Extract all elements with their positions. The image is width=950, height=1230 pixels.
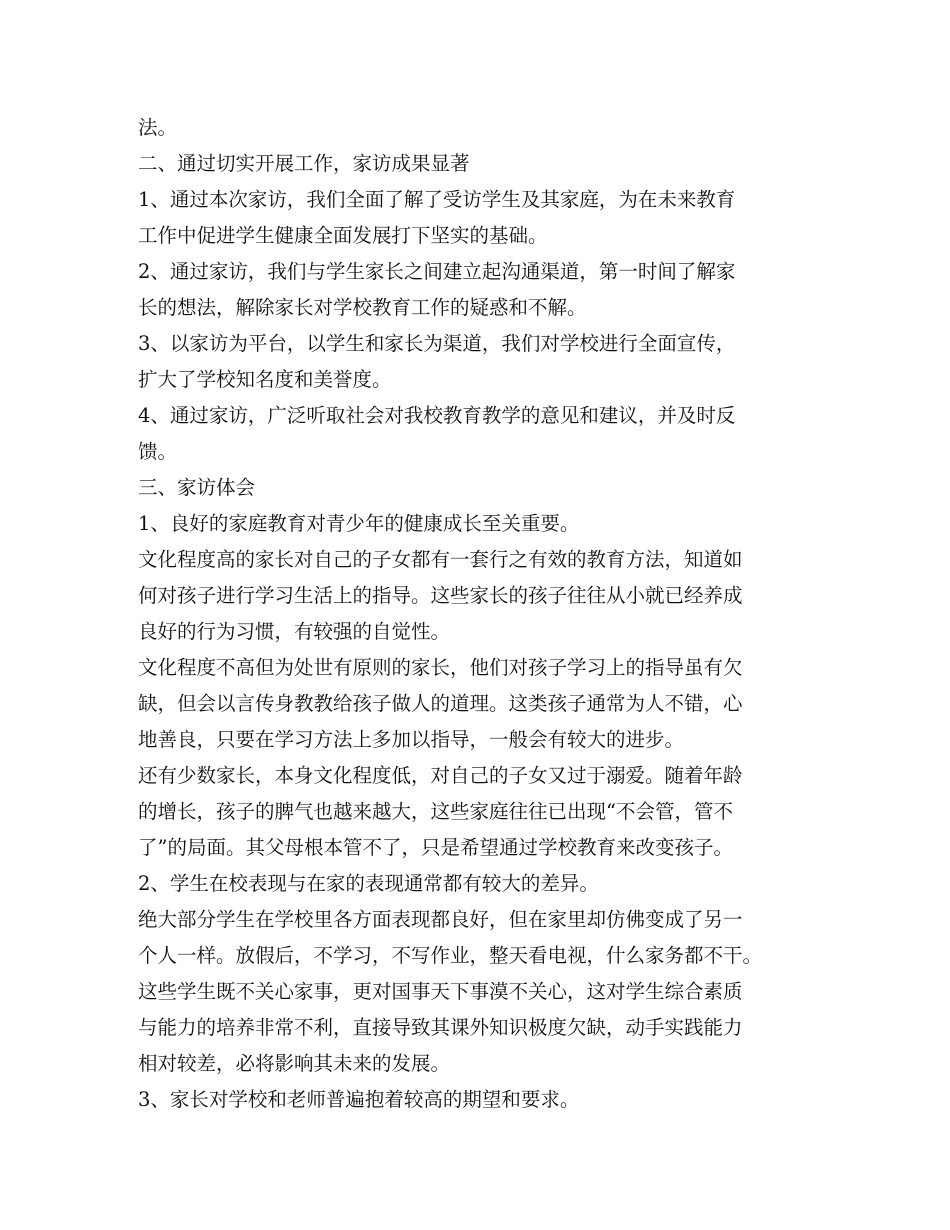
text-line: 法。 — [138, 116, 178, 139]
text-line: 绝大部分学生在学校里各方面表现都良好，但在家里却仿佛变成了另一 — [138, 908, 743, 931]
text-line: 缺，但会以言传身教教给孩子做人的道理。这类孩子通常为人不错，心 — [138, 692, 743, 715]
text-line: 3、家长对学校和老师普遍抱着较高的期望和要求。 — [138, 1088, 580, 1111]
body-text — [138, 110, 828, 1118]
text-line: 1、良好的家庭教育对青少年的健康成长至关重要。 — [138, 512, 580, 535]
text-line: 个人一样。放假后，不学习，不写作业，整天看电视，什么家务都不干。 — [138, 944, 763, 967]
text-line: 地善良，只要在学习方法上多加以指导，一般会有较大的进步。 — [138, 728, 685, 751]
text-line: 文化程度不高但为处世有原则的家长，他们对孩子学习上的指导虽有欠 — [138, 656, 743, 679]
text-line: 2、通过家访，我们与学生家长之间建立起沟通渠道，第一时间了解家 — [138, 260, 736, 283]
text-line: 这些学生既不关心家事，更对国事天下事漠不关心，这对学生综合素质 — [138, 980, 743, 1003]
text-line: 馈。 — [138, 440, 178, 463]
text-line: 的增长，孩子的脾气也越来越大，这些家庭往往已出现“不会管，管不 — [138, 800, 733, 823]
text-line: 与能力的培养非常不利，直接导致其课外知识极度欠缺，动手实践能力 — [138, 1016, 743, 1039]
text-line: 1、通过本次家访，我们全面了解了受访学生及其家庭，为在未来教育 — [138, 188, 736, 211]
text-line: 3、以家访为平台，以学生和家长为渠道，我们对学校进行全面宣传， — [138, 332, 736, 355]
text-line: 还有少数家长，本身文化程度低，对自己的子女又过于溺爱。随着年龄 — [138, 764, 743, 787]
text-line: 长的想法，解除家长对学校教育工作的疑惑和不解。 — [138, 296, 587, 319]
section-heading: 二、通过切实开展工作，家访成果显著 — [138, 152, 470, 175]
text-line: 相对较差，必将影响其未来的发展。 — [138, 1052, 451, 1075]
text-line: 工作中促进学生健康全面发展打下坚实的基础。 — [138, 224, 548, 247]
section-heading: 三、家访体会 — [138, 476, 256, 499]
text-line: 何对孩子进行学习生活上的指导。这些家长的孩子往往从小就已经养成 — [138, 584, 743, 607]
text-line: 扩大了学校知名度和美誉度。 — [138, 368, 392, 391]
text-line: 4、通过家访，广泛听取社会对我校教育教学的意见和建议，并及时反 — [138, 404, 736, 427]
text-line: 文化程度高的家长对自己的子女都有一套行之有效的教育方法，知道如 — [138, 548, 743, 571]
text-line: 良好的行为习惯，有较强的自觉性。 — [138, 620, 451, 643]
text-line: 2、学生在校表现与在家的表现通常都有较大的差异。 — [138, 872, 599, 895]
text-line: 了”的局面。其父母根本管不了，只是希望通过学校教育来改变孩子。 — [138, 836, 733, 859]
